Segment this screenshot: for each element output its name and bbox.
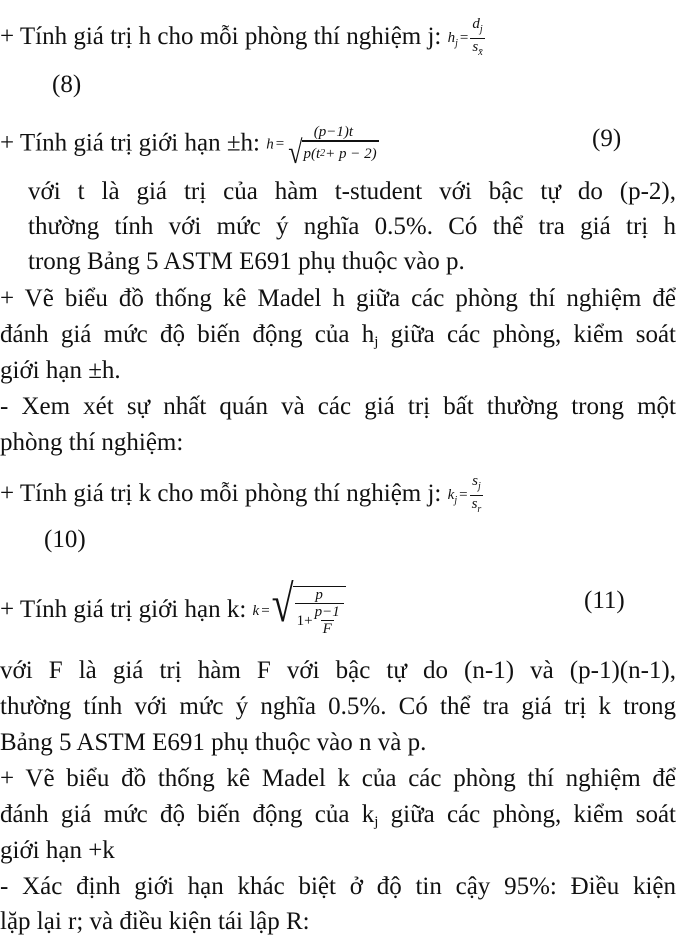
formula-superscript: 2 bbox=[320, 148, 326, 159]
radical-sign-icon: √ bbox=[288, 134, 303, 171]
formula-equals: = bbox=[459, 29, 469, 46]
fraction-numerator: (p−1)t bbox=[313, 124, 354, 140]
text-h-limit-intro: + Tính giá trị giới hạn ±h: bbox=[0, 129, 267, 157]
formula-var: h bbox=[447, 29, 456, 46]
formula-var: p(t bbox=[303, 146, 321, 162]
fraction-numerator bbox=[470, 473, 483, 495]
fraction-denominator bbox=[470, 38, 484, 61]
text-line: + Vẽ biểu đồ thống kê Madel k của các phòng thí nghiệm để bbox=[0, 765, 676, 792]
radicand bbox=[302, 140, 379, 166]
square-root bbox=[288, 134, 378, 171]
fraction-denominator bbox=[470, 495, 484, 518]
formula-subscript: j bbox=[477, 481, 481, 492]
fraction-denominator bbox=[286, 134, 380, 171]
text-line: thường tính với mức ý nghĩa 0.5%. Có thể tra giá trị h bbox=[28, 213, 676, 240]
text-line: giới hạn +k bbox=[0, 837, 115, 864]
text-segment: giữa các phòng, kiểm soát bbox=[378, 321, 677, 348]
square-root bbox=[271, 574, 346, 637]
radical-sign-icon: √ bbox=[271, 574, 294, 633]
formula-subscript: x̄ bbox=[478, 47, 483, 58]
formula-equals: = bbox=[275, 136, 285, 153]
text-line: + Vẽ biểu đồ thống kê Madel h giữa các phòng thí nghiệm để bbox=[0, 285, 676, 312]
formula-var: d bbox=[472, 16, 480, 32]
formula-fraction bbox=[470, 473, 484, 518]
formula-var: h bbox=[266, 136, 274, 153]
fraction-numerator bbox=[470, 16, 484, 38]
formula-h-limit bbox=[266, 124, 380, 171]
formula-constant: 1+ bbox=[296, 612, 313, 629]
formula-var: s bbox=[471, 496, 478, 512]
text-segment: giữa các phòng, kiểm soát bbox=[378, 801, 677, 828]
text-k-value-intro: + Tính giá trị k cho mỗi phòng thí nghiệm j: bbox=[0, 480, 448, 508]
formula-var: k bbox=[252, 602, 260, 619]
formula-var: s bbox=[472, 39, 479, 55]
text-h-value-intro: + Tính giá trị h cho mỗi phòng thí nghiệm j: bbox=[0, 23, 448, 51]
formula-var: s bbox=[472, 473, 478, 489]
formula-fraction bbox=[295, 587, 344, 637]
text-line: với t là giá trị của hàm t-student với bậc tự do (p-2), bbox=[28, 178, 676, 205]
text-line: trong Bảng 5 ASTM E691 phụ thuộc vào p. bbox=[28, 248, 465, 275]
text-segment: đánh giá mức độ biến động của k bbox=[0, 801, 375, 828]
equation-number-10: (10) bbox=[44, 526, 86, 553]
fraction-numerator: p bbox=[315, 587, 323, 603]
fraction-denominator: F bbox=[322, 621, 332, 637]
text-line: phòng thí nghiệm: bbox=[0, 429, 184, 456]
formula-subscript: j bbox=[455, 37, 458, 49]
formula-equals: = bbox=[261, 602, 270, 619]
text-line: - Xác định giới hạn khác biệt ở độ tin cậy 95%: Điều kiện bbox=[0, 873, 676, 900]
formula-h-j bbox=[448, 16, 485, 61]
text-line: thường tính với mức ý nghĩa 0.5%. Có thể tra giá trị k trong bbox=[0, 693, 676, 720]
equation-number-9: (9) bbox=[592, 125, 622, 152]
text-segment: đánh giá mức độ biến động của h bbox=[0, 321, 375, 348]
formula-fraction bbox=[470, 16, 484, 61]
formula-equals: = bbox=[459, 486, 468, 503]
formula-subscript: j bbox=[454, 494, 458, 506]
text-line-k-limit bbox=[0, 574, 676, 637]
formula-subscript: r bbox=[477, 504, 482, 515]
text-line: lặp lại r; và điều kiện tái lập R: bbox=[0, 908, 310, 935]
inner-fraction bbox=[313, 604, 342, 637]
formula-k-j bbox=[448, 473, 484, 518]
text-k-limit-intro: + Tính giá trị giới hạn k: bbox=[0, 596, 253, 624]
radicand bbox=[293, 586, 346, 637]
fraction-denominator bbox=[295, 603, 344, 637]
text-line: với F là giá trị hàm F với bậc tự do (n-1) và (p-1)(n-1), bbox=[0, 657, 676, 684]
text-line-h-limit bbox=[0, 124, 676, 171]
formula-subscript: j bbox=[479, 24, 483, 35]
fraction-numerator: p−1 bbox=[314, 604, 340, 620]
text-line-hj bbox=[0, 320, 676, 357]
text-line-k-value bbox=[0, 473, 676, 518]
text-line: - Xem xét sự nhất quán và các giá trị bất thường trong một bbox=[0, 393, 676, 420]
text-subscript: j bbox=[374, 814, 379, 830]
text-line-kj bbox=[0, 800, 676, 837]
equation-number-11: (11) bbox=[584, 587, 625, 614]
formula-k-limit bbox=[252, 574, 346, 637]
text-line: giới hạn ±h. bbox=[0, 357, 121, 384]
formula-var: + p − 2) bbox=[325, 146, 377, 162]
equation-number-8: (8) bbox=[52, 71, 82, 98]
text-line-h-value bbox=[0, 16, 676, 61]
text-line: Bảng 5 ASTM E691 phụ thuộc vào n và p. bbox=[0, 729, 427, 756]
formula-var: k bbox=[447, 486, 455, 503]
text-subscript: j bbox=[374, 334, 379, 350]
formula-fraction bbox=[286, 124, 380, 171]
